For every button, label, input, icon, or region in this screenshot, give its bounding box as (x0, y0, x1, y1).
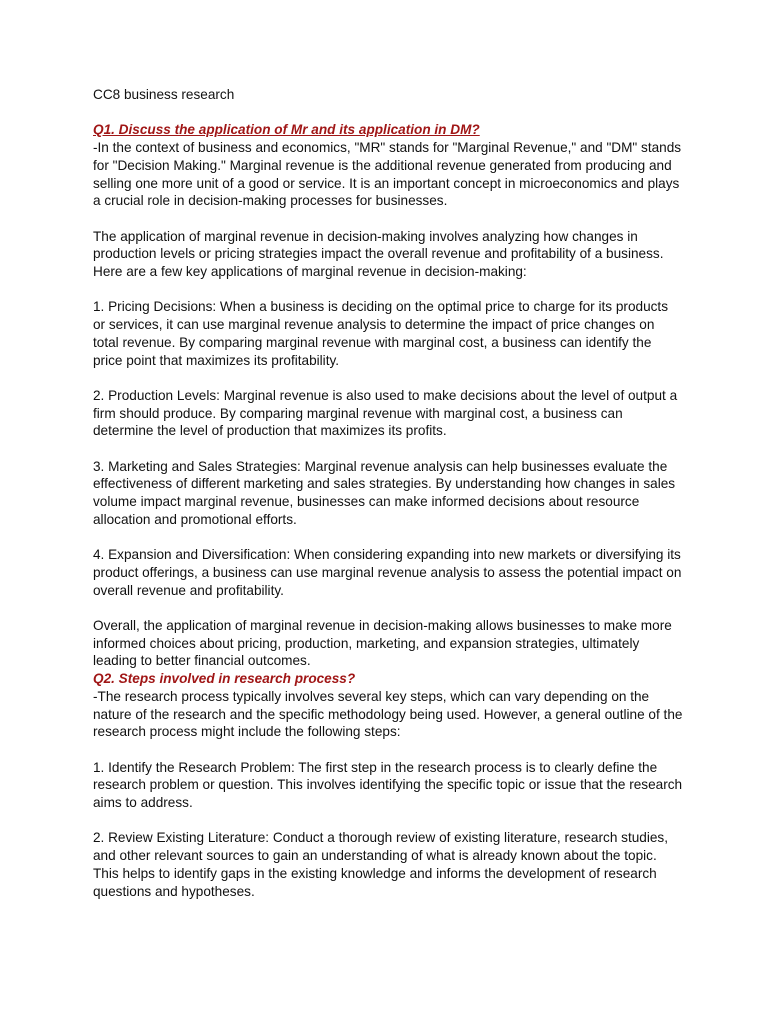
q1-point-production: 2. Production Levels: Marginal revenue is also used to make decisions about the level of output a firm should produce. By comparing marginal revenue with marginal cost, a business can determine the level of production that maximizes its profits. (93, 387, 678, 439)
paragraph-spacer (93, 741, 683, 759)
q1-point-marketing: 3. Marketing and Sales Strategies: Marginal revenue analysis can help businesses evaluate the effectiveness of different marketing and sales strategies. By understanding how changes in sales volume impact marginal revenue, businesses can make informed decisions about resource allocation and promotional efforts. (93, 458, 676, 527)
paragraph-spacer (93, 440, 683, 458)
paragraph-spacer (93, 369, 683, 387)
q1-paragraph-overall: Overall, the application of marginal revenue in decision-making allows businesses to make more informed choices about pricing, production, marketing, and expansion strategies, ultimately leading to better financial outcomes. (93, 617, 672, 669)
question-1-heading: Q1. Discuss the application of Mr and its application in DM? (93, 122, 480, 138)
q1-point-pricing: 1. Pricing Decisions: When a business is deciding on the optimal price to charge for its products or services, it can use marginal revenue analysis to determine the impact of price changes on total revenue. By comparing marginal revenue with marginal cost, a business can identify the price point that maximizes its profitability. (93, 299, 668, 368)
q1-paragraph-application: The application of marginal revenue in decision-making involves analyzing how changes in production levels or pricing strategies impact the overall revenue and profitability of a business. Here are a few key applications of marginal revenue in decision-making: (93, 228, 664, 279)
paragraph-spacer (93, 529, 683, 547)
question-2-heading: Q2. Steps involved in research process? (93, 671, 356, 687)
q2-step-review: 2. Review Existing Literature: Conduct a thorough review of existing literature, research studies, and other relevant sources to gain an understanding of what is already known about the topic. This helps to identify gaps in the existing knowledge and informs the development of research questions and hypotheses. (93, 830, 668, 899)
paragraph-spacer (93, 812, 683, 830)
document-title: CC8 business research (93, 87, 235, 102)
q2-paragraph-intro: -The research process typically involves several key steps, which can vary depending on the nature of the research and the specific methodology being used. However, a general outline of the research process might include the following steps: (93, 688, 683, 740)
q2-step-identify: 1. Identify the Research Problem: The first step in the research process is to clearly define the research problem or question. This involves identifying the specific topic or issue that the research aims to address. (93, 759, 683, 810)
document-page (93, 86, 683, 900)
q1-point-expansion: 4. Expansion and Diversification: When considering expanding into new markets or diversifying its product offerings, a business can use marginal revenue analysis to assess the potential impact on overall revenue and profitability. (93, 547, 682, 598)
paragraph-spacer (93, 281, 683, 299)
paragraph-spacer (93, 599, 683, 617)
paragraph-spacer (93, 210, 683, 228)
q1-paragraph-intro: -In the context of business and economics, "MR" stands for "Marginal Revenue," and "DM" stands for "Decision Making." Marginal revenue is the additional revenue generated from producing and selling one more unit of a good or service. It is an important concept in microeconomics and plays a crucial role in decision-making processes for businesses. (93, 140, 682, 209)
